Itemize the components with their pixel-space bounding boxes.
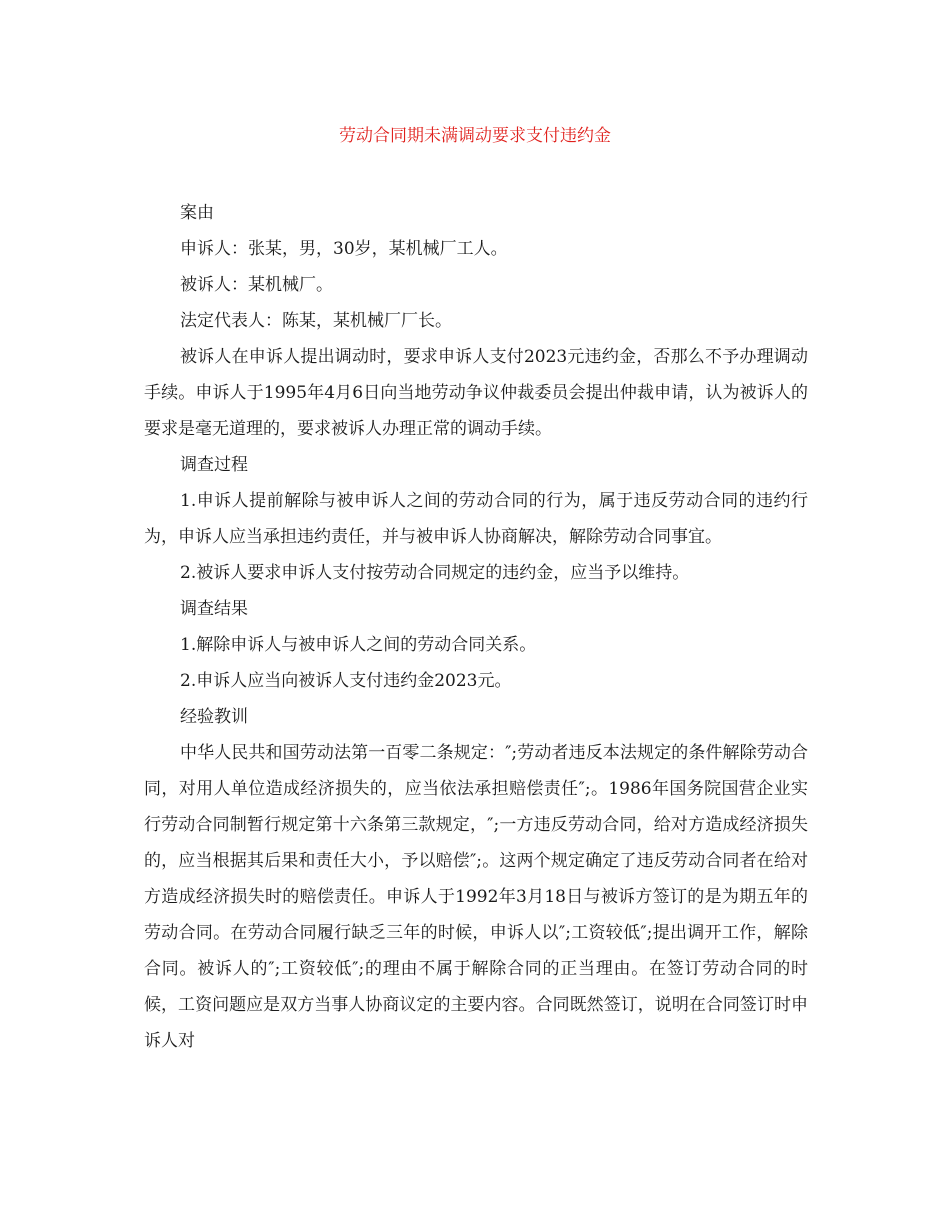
document-title: 劳动合同期未满调动要求支付违约金 <box>339 126 611 146</box>
document-body <box>144 195 808 1059</box>
case-description-paragraph: 被诉人在申诉人提出调动时，要求申诉人支付2023元违约金，否那么不予办理调动手续。申诉人于1995年4月6日向当地劳动争议仲裁委员会提出仲裁申请，认为被诉人的要求是毫无道理的，要求被诉人办理正常的调动手续。 <box>144 347 808 439</box>
result-item-2: 2.申诉人应当向被诉人支付违约金2023元。 <box>180 671 512 691</box>
section-heading-lessons: 经验教训 <box>180 707 248 727</box>
complainant-line: 申诉人：张某，男，30岁，某机械厂工人。 <box>180 239 508 259</box>
investigation-item-1: 1.申诉人提前解除与被申诉人之间的劳动合同的行为，属于违反劳动合同的违约行为，申诉人应当承担违约责任，并与被申诉人协商解决，解除劳动合同事宜。 <box>144 491 808 547</box>
result-item-1: 1.解除申诉人与被申诉人之间的劳动合同关系。 <box>180 635 537 655</box>
legal-representative-line: 法定代表人：陈某，某机械厂厂长。 <box>180 311 452 331</box>
respondent-line: 被诉人：某机械厂。 <box>180 275 333 295</box>
lessons-paragraph: 中华人民共和国劳动法第一百零二条规定：″;劳动者违反本法规定的条件解除劳动合同，对用人单位造成经济损失的，应当依法承担赔偿责任″;。1986年国务院国营企业实行劳动合同制暂行规定第十六条第三款规定，″;一方违反劳动合同，给对方造成经济损失的，应当根据其后果和责任大小，予以赔偿″;。这两个规定确定了违反劳动合同者在给对方造成经济损失时的赔偿责任。申诉人于1992年3月18日与被诉方签订的是为期五年的劳动合同。在劳动合同履行缺乏三年的时候，申诉人以″;工资较低″;提出调开工作，解除合同。被诉人的″;工资较低″;的理由不属于解除合同的正当理由。在签订劳动合同的时候，工资问题应是双方当事人协商议定的主要内容。合同既然签订，说明在合同签订时申诉人对 <box>144 743 808 1051</box>
investigation-item-2: 2.被诉人要求申诉人支付按劳动合同规定的违约金，应当予以维持。 <box>180 563 690 583</box>
section-heading-investigation-process: 调查过程 <box>180 455 248 475</box>
section-heading-investigation-result: 调查结果 <box>180 599 248 619</box>
section-heading-case: 案由 <box>180 203 214 223</box>
